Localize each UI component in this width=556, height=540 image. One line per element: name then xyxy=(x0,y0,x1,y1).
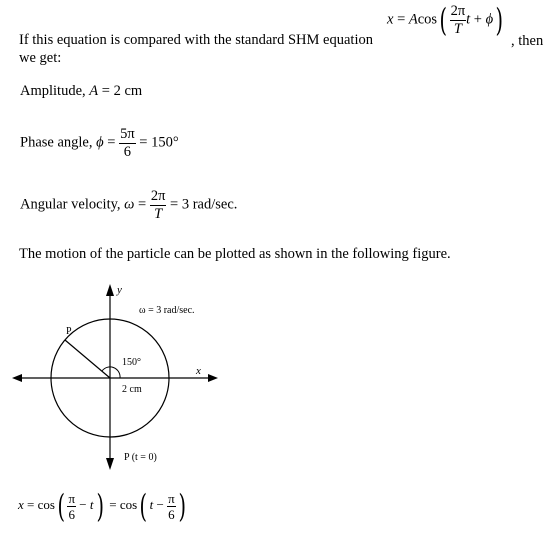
eq-plus: + xyxy=(473,11,482,28)
beq-frac1-num: π xyxy=(68,490,76,506)
beq-frac1 xyxy=(67,492,76,521)
phase-value: = 150° xyxy=(135,134,179,151)
intro-line-1: If this equation is compared with the standard SHM equation xyxy=(19,32,373,48)
phase-den: 6 xyxy=(123,143,131,160)
eq-fraction xyxy=(450,4,467,36)
angular-den: T xyxy=(154,205,163,222)
amplitude-value: = 2 cm xyxy=(98,83,143,99)
eq-cos: cos xyxy=(417,11,438,28)
beq-t1: t xyxy=(89,496,94,512)
angular-eq: = xyxy=(134,196,150,213)
omega-label: ω = 3 rad/sec. xyxy=(139,305,195,316)
angular-fraction xyxy=(150,189,167,221)
point-P-label: P xyxy=(66,326,72,337)
beq-frac1-den: 6 xyxy=(68,506,75,522)
radius-line xyxy=(65,340,110,378)
frac-den: T xyxy=(453,20,462,37)
radius-label: 2 cm xyxy=(122,384,142,395)
beq-eq2: = xyxy=(109,496,117,512)
y-axis-up-arrow xyxy=(106,284,114,296)
intro-line-2: we get: xyxy=(19,50,62,66)
paren-open: ( xyxy=(439,1,448,39)
beq-t2: t xyxy=(149,496,154,512)
eq-A: A xyxy=(408,11,418,28)
beq-cos2: cos xyxy=(119,496,138,512)
beq-minus1: − xyxy=(79,496,87,512)
beq-paren1-open: ( xyxy=(57,487,65,525)
beq-x: x xyxy=(18,496,24,512)
x-axis-label: x xyxy=(196,365,201,377)
beq-frac2 xyxy=(167,492,176,521)
phase-symbol: ϕ xyxy=(96,134,104,151)
eq-x: x xyxy=(387,11,394,28)
p-t0-label: P (t = 0) xyxy=(124,452,157,463)
y-axis-label: y xyxy=(117,284,122,296)
angle-arc xyxy=(102,367,120,378)
phase-fraction xyxy=(119,127,136,159)
frac-num: 2π xyxy=(450,3,466,19)
reference-circle xyxy=(51,319,169,437)
bottom-equation xyxy=(18,487,188,525)
beq-frac2-num: π xyxy=(168,490,175,506)
angular-num: 2π xyxy=(150,188,166,204)
beq-paren2-close: ) xyxy=(178,487,186,525)
phase-eq: = xyxy=(103,134,120,151)
beq-cos1: cos xyxy=(37,496,55,512)
angular-value: = 3 rad/sec. xyxy=(166,196,238,213)
paren-close: ) xyxy=(495,1,504,39)
motion-text: The motion of the particle can be plotted as shown in the following figure. xyxy=(19,246,451,262)
angular-label: Angular velocity, xyxy=(20,196,125,213)
y-axis-down-arrow xyxy=(106,458,114,470)
eq-phi: ϕ xyxy=(485,11,494,28)
x-axis-right-arrow xyxy=(208,374,218,382)
angle-label: 150° xyxy=(122,357,141,368)
eq-equals: = xyxy=(397,11,406,28)
eq-t: t xyxy=(466,11,471,28)
top-equation-suffix: , then xyxy=(511,33,544,49)
beq-paren2-open: ( xyxy=(139,487,148,525)
phase-label: Phase angle, xyxy=(20,134,97,151)
beq-frac2-den: 6 xyxy=(168,506,175,522)
beq-eq1: = xyxy=(27,496,35,512)
phase-num: 5π xyxy=(120,126,135,142)
amplitude-symbol: A xyxy=(89,83,99,99)
beq-paren1-close: ) xyxy=(95,487,104,525)
angular-line xyxy=(20,189,237,221)
top-equation xyxy=(387,1,506,39)
angular-symbol: ω xyxy=(124,196,135,213)
beq-minus2: − xyxy=(156,496,164,512)
amplitude-label: Amplitude, xyxy=(20,83,90,99)
x-axis-left-arrow xyxy=(12,374,22,382)
amplitude-line xyxy=(20,83,142,100)
phase-line xyxy=(20,127,179,159)
